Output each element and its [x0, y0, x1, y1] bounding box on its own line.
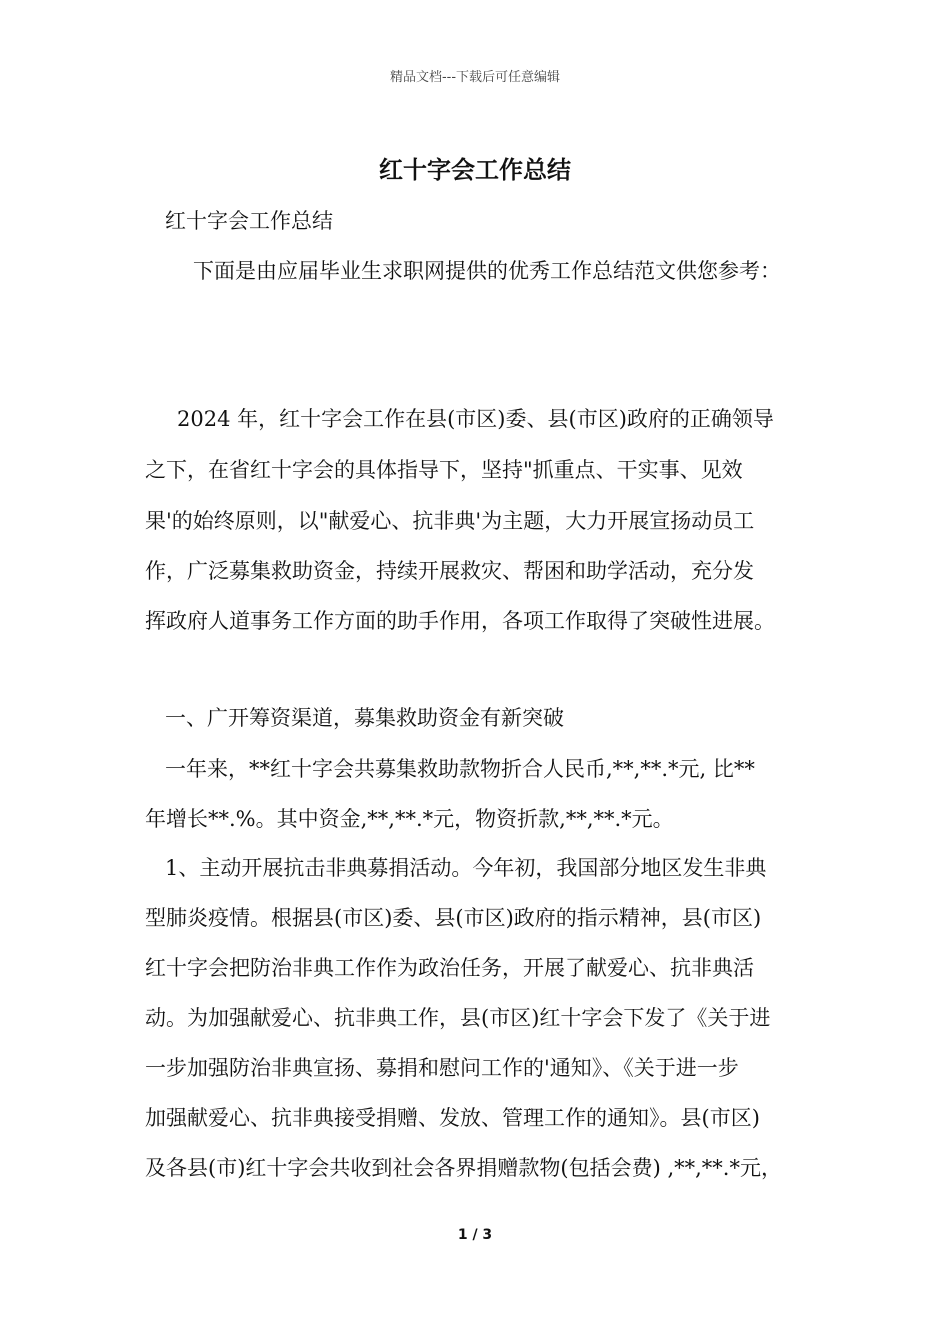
paragraph-line: 果'的始终原则，以"献爱心、抗非典'为主题，大力开展宣扬动员工: [145, 509, 755, 533]
document-title: 红十字会工作总结: [379, 155, 571, 184]
paragraph-line: 作，广泛募集救助资金，持续开展救灾、帮困和助学活动，充分发: [145, 559, 754, 583]
paragraph-line: 之下，在省红十字会的具体指导下，坚持"抓重点、干实事、见效: [145, 458, 743, 482]
paragraph-line: 1、主动开展抗击非典募捐活动。今年初，我国部分地区发生非典: [165, 856, 767, 880]
paragraph-line: 一步加强防治非典宣扬、募捐和慰问工作的'通知》、《关于进一步: [145, 1056, 739, 1080]
section-heading: 一、广开筹资渠道，募集救助资金有新突破: [165, 706, 564, 730]
intro-text: 下面是由应届毕业生求职网提供的优秀工作总结范文供您参考：: [193, 259, 781, 283]
header-note: 精品文档---下载后可任意编辑: [389, 70, 561, 85]
paragraph-line: 加强献爱心、抗非典接受捐赠、发放、管理工作的通知》。县(市区): [145, 1106, 760, 1130]
paragraph-line: 及各县(市)红十字会共收到社会各界捐赠款物(包括会费) ,**,**.*元，: [145, 1156, 782, 1180]
paragraph-line: 2024 年，红十字会工作在县(市区)委、县(市区)政府的正确领导: [177, 407, 774, 431]
paragraph-line: 一年来，**红十字会共募集救助款物折合人民币,**,**.*元, 比**: [165, 757, 755, 781]
paragraph-line: 红十字会把防治非典工作作为政治任务，开展了献爱心、抗非典活: [145, 956, 754, 980]
page-number: 1 / 3: [457, 1227, 493, 1243]
paragraph-line: 动。为加强献爱心、抗非典工作，县(市区)红十字会下发了《关于进: [145, 1006, 771, 1030]
paragraph-line: 型肺炎疫情。根据县(市区)委、县(市区)政府的指示精神，县(市区): [145, 906, 762, 930]
paragraph-line: 挥政府人道事务工作方面的助手作用，各项工作取得了突破性进展。: [145, 609, 775, 633]
document-subtitle: 红十字会工作总结: [165, 209, 333, 233]
paragraph-line: 年增长**.%。其中资金,**,**.*元，物资折款,**,**.*元。: [145, 807, 674, 831]
